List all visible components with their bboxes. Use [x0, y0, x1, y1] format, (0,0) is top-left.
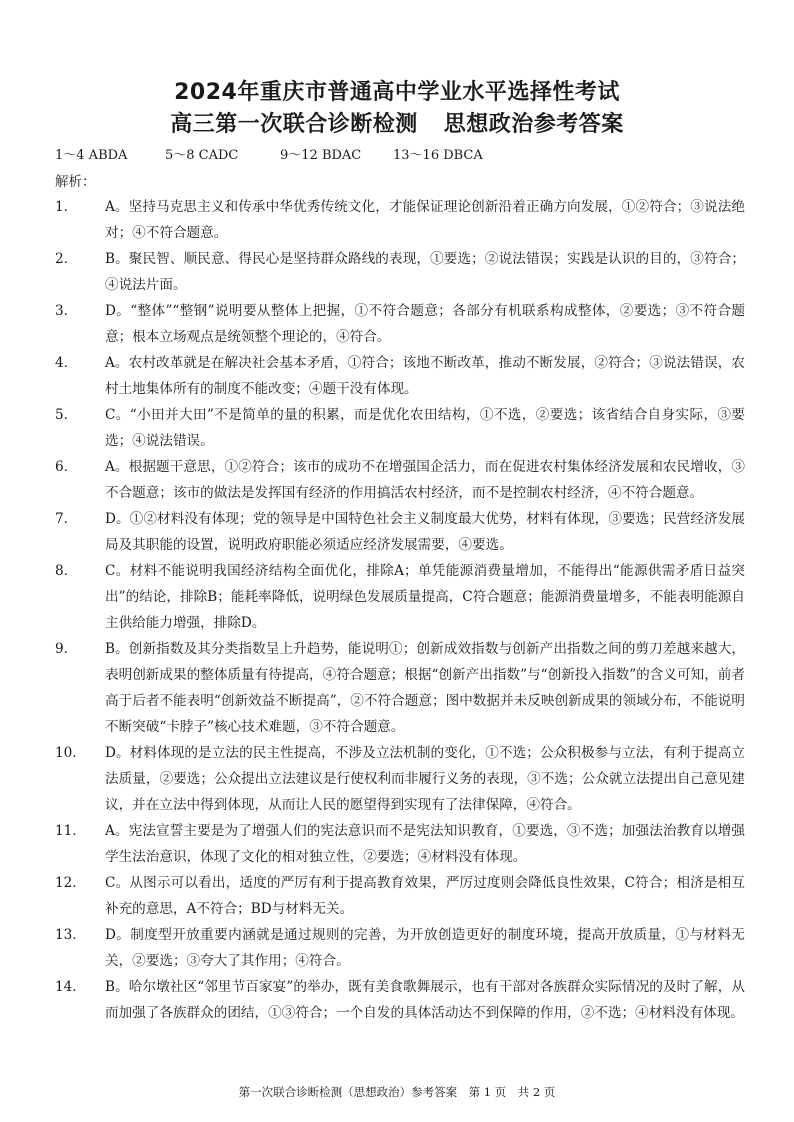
- analysis-item: [55, 506, 745, 558]
- analysis-item: [55, 818, 745, 870]
- item-text: A。农村改革就是在解决社会基本矛盾，①符合；该地不断改革，推动不断发展，②符合；③说法错误，农村土地集体所有的制度不能改变；④题干没有体现。: [105, 355, 745, 397]
- analysis-list: [55, 194, 745, 1026]
- analysis-item: [55, 974, 745, 1026]
- document-subtitle: [0, 110, 794, 140]
- analysis-item: [55, 454, 745, 506]
- item-number: 4．: [55, 355, 78, 371]
- subtitle-exam-name: 高三第一次联合诊断检测: [170, 112, 418, 137]
- item-text: C。材料不能说明我国经济结构全面优化，排除A；单凭能源消费量增加，不能得出“能源供需矛盾日益突出”的结论，排除B；能耗率降低，说明绿色发展质量提高，C符合题意；能源消费量增多，不能表明能源自主供给能力增强，排除D。: [105, 563, 745, 631]
- item-number: 10．: [55, 745, 86, 761]
- subtitle-answer-key-label: 思想政治参考答案: [443, 112, 624, 137]
- document-title: 2024年重庆市普通高中学业水平选择性考试: [174, 80, 620, 105]
- item-text: D。材料体现的是立法的民主性提高，不涉及立法机制的变化，①不选；公众积极参与立法，有利于提高立法质量，②要选；公众提出立法建议是行使权利而非履行义务的表现，③不选；公众就立法提出自己意见建议，并在立法中得到体现，从而让人民的愿望得到实现有了法律保障，④符合。: [105, 745, 745, 813]
- item-text: D。①②材料没有体现；党的领导是中国特色社会主义制度最大优势，材料有体现，③要选；民营经济发展局及其职能的设置，说明政府职能必须适应经济发展需要，④要选。: [105, 511, 745, 553]
- item-number: 9．: [55, 641, 78, 657]
- item-number: 7．: [55, 511, 78, 527]
- item-text: C。“小田并大田”不是简单的量的积累，而是优化农田结构，①不选，②要选；该省结合自身实际，③要选；④说法错误。: [105, 407, 745, 449]
- item-text: B。哈尔墩社区“邻里节百家宴”的举办，既有美食歌舞展示，也有干部对各族群众实际情况的及时了解，从而加强了各族群众的团结，①③符合；一个自发的具体活动达不到保障的作用，②不选；④材料没有体现。: [105, 979, 745, 1021]
- page-footer: 第一次联合诊断检测（思想政治）参考答案 第 1 页 共 2 页: [238, 1085, 556, 1099]
- answer-key-group: 9～12 BDAC: [280, 148, 362, 163]
- answer-key-group: 1～4 ABDA: [55, 148, 128, 163]
- item-text: C。从图示可以看出，适度的严厉有利于提高教育效果，严厉过度则会降低良性效果，C符合；相济是相互补充的意思，A不符合；BD与材料无关。: [105, 875, 745, 917]
- item-number: 3．: [55, 303, 78, 319]
- item-text: A。宪法宣誓主要是为了增强人们的宪法意识而不是宪法知识教育，①要选，③不选；加强法治教育以增强学生法治意识，体现了文化的相对独立性，②要选；④材料没有体现。: [105, 823, 745, 865]
- item-number: 11．: [55, 823, 86, 839]
- answer-key-group: 5～8 CADC: [165, 148, 239, 163]
- analysis-item: [55, 402, 745, 454]
- item-number: 13．: [55, 927, 86, 943]
- analysis-item: [55, 298, 745, 350]
- item-text: B。创新指数及其分类指数呈上升趋势，能说明①；创新成效指数与创新产出指数之间的剪刀差越来越大，表明创新成果的整体质量有待提高，④符合题意；根据“创新产出指数”与“创新投入指数”的含义可知，前者高于后者不能表明“创新效益不断提高”，②不符合题意；图中数据并未反映创新成果的领域分布，不能说明不断突破“卡脖子”核心技术难题，③不符合题意。: [105, 641, 745, 735]
- analysis-item: [55, 194, 745, 246]
- item-text: D。“整体”“整钢”说明要从整体上把握，①不符合题意；各部分有机联系构成整体，②要选；③不符合题意；根本立场观点是统领整个理论的，④符合。: [105, 303, 745, 345]
- analysis-item: [55, 636, 745, 740]
- item-number: 6．: [55, 459, 78, 475]
- item-number: 8．: [55, 563, 78, 579]
- item-text: A。坚持马克思主义和传承中华优秀传统文化，才能保证理论创新沿着正确方向发展，①②符合；③说法绝对；④不符合题意。: [105, 199, 745, 241]
- analysis-item: [55, 740, 745, 818]
- analysis-item: [55, 558, 745, 636]
- item-number: 1．: [55, 199, 78, 215]
- analysis-item: [55, 870, 745, 922]
- answer-key-row: [55, 147, 483, 165]
- item-number: 2．: [55, 251, 78, 267]
- item-number: 12．: [55, 875, 86, 891]
- item-number: 5．: [55, 407, 78, 423]
- analysis-item: [55, 350, 745, 402]
- analysis-item: [55, 246, 745, 298]
- item-text: D。制度型开放重要内涵就是通过规则的完善，为开放创造更好的制度环境，提高开放质量，①与材料无关，②要选；③夸大了其作用；④符合。: [105, 927, 745, 969]
- analysis-label: 解析：: [55, 174, 96, 190]
- item-text: B。聚民智、顺民意、得民心是坚持群众路线的表现，①要选；②说法错误；实践是认识的目的，③符合；④说法片面。: [105, 251, 745, 293]
- analysis-item: [55, 922, 745, 974]
- answer-key-group: 13～16 DBCA: [393, 148, 483, 163]
- item-number: 14．: [55, 979, 86, 995]
- item-text: A。根据题干意思，①②符合；该市的成功不在增强国企活力，而在促进农村集体经济发展和农民增收，③不合题意；该市的做法是发挥国有经济的作用搞活农村经济，而不是控制农村经济，④不符合题意。: [105, 459, 745, 501]
